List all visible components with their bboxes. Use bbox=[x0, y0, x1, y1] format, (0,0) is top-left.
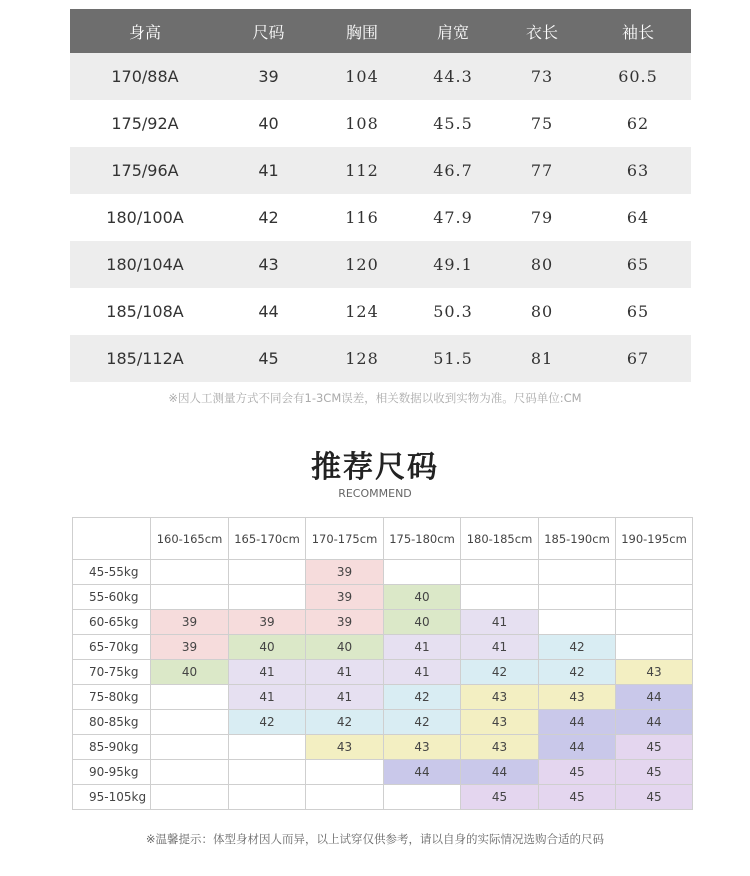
recommend-size-cell: 41 bbox=[306, 660, 384, 685]
recommend-size-cell: 39 bbox=[229, 610, 306, 635]
size-cell-sleeve: 63 bbox=[626, 161, 650, 180]
weight-range-label: 95-105kg bbox=[73, 785, 151, 810]
recommend-size-cell bbox=[229, 560, 306, 585]
size-cell-size: 42 bbox=[258, 208, 279, 227]
recommend-size-cell: 42 bbox=[306, 710, 384, 735]
recommend-size-cell bbox=[229, 785, 306, 810]
weight-range-label: 80-85kg bbox=[73, 710, 151, 735]
size-cell-size: 44 bbox=[258, 302, 279, 321]
recommend-size-cell bbox=[306, 760, 384, 785]
size-row bbox=[70, 194, 691, 241]
size-row bbox=[70, 241, 691, 288]
height-range-header: 170-175cm bbox=[306, 518, 384, 560]
recommend-size-cell: 40 bbox=[151, 660, 229, 685]
recommend-size-cell: 41 bbox=[461, 635, 539, 660]
header-chest: 胸围 bbox=[345, 22, 378, 42]
size-cell-shoulder: 45.5 bbox=[433, 114, 473, 133]
size-cell-height: 180/104A bbox=[106, 255, 184, 274]
recommend-row bbox=[73, 635, 693, 660]
weight-range-label: 45-55kg bbox=[73, 560, 151, 585]
size-cell-chest: 124 bbox=[345, 302, 379, 321]
recommend-size-cell bbox=[151, 685, 229, 710]
size-cell-chest: 112 bbox=[345, 161, 379, 180]
height-range-header: 165-170cm bbox=[229, 518, 306, 560]
recommend-row bbox=[73, 735, 693, 760]
recommend-size-cell: 43 bbox=[616, 660, 693, 685]
recommend-size-cell bbox=[461, 560, 539, 585]
height-range-header: 160-165cm bbox=[151, 518, 229, 560]
recommend-size-cell: 39 bbox=[151, 635, 229, 660]
size-cell-sleeve: 60.5 bbox=[618, 67, 658, 86]
size-cell-length: 80 bbox=[530, 255, 554, 274]
size-cell-shoulder: 46.7 bbox=[433, 161, 473, 180]
corner-cell bbox=[73, 518, 151, 560]
recommend-size-cell bbox=[616, 610, 693, 635]
recommend-size-cell bbox=[229, 585, 306, 610]
size-table bbox=[70, 9, 691, 382]
height-range-header: 185-190cm bbox=[539, 518, 616, 560]
recommend-row bbox=[73, 760, 693, 785]
size-cell-shoulder: 51.5 bbox=[433, 349, 473, 368]
size-cell-sleeve: 62 bbox=[626, 114, 650, 133]
recommend-subtitle: RECOMMEND bbox=[338, 487, 412, 500]
recommend-size-cell bbox=[151, 735, 229, 760]
size-cell-shoulder: 50.3 bbox=[433, 302, 473, 321]
size-cell-size: 41 bbox=[258, 161, 279, 180]
size-cell-length: 79 bbox=[530, 208, 554, 227]
header-length: 衣长 bbox=[525, 22, 558, 42]
size-cell-sleeve: 64 bbox=[626, 208, 650, 227]
recommend-size-cell bbox=[229, 760, 306, 785]
size-cell-chest: 116 bbox=[345, 208, 379, 227]
recommend-size-cell: 43 bbox=[306, 735, 384, 760]
recommend-size-cell bbox=[616, 585, 693, 610]
size-cell-height: 170/88A bbox=[111, 67, 179, 86]
recommend-header-row bbox=[73, 518, 693, 560]
recommend-size-cell: 41 bbox=[229, 685, 306, 710]
recommend-title: 推荐尺码 bbox=[311, 450, 439, 485]
tip-note: ※温馨提示：体型身材因人而异，以上试穿仅供参考，请以自身的实际情况选购合适的尺码 bbox=[145, 832, 605, 846]
recommend-row bbox=[73, 660, 693, 685]
recommend-size-cell: 44 bbox=[461, 760, 539, 785]
recommend-size-cell: 41 bbox=[384, 635, 461, 660]
recommend-size-cell: 42 bbox=[384, 685, 461, 710]
size-cell-size: 43 bbox=[258, 255, 279, 274]
size-cell-size: 45 bbox=[258, 349, 279, 368]
size-cell-height: 175/92A bbox=[111, 114, 179, 133]
recommend-size-cell: 41 bbox=[306, 685, 384, 710]
recommend-size-cell bbox=[151, 760, 229, 785]
height-range-header: 180-185cm bbox=[461, 518, 539, 560]
recommend-size-cell bbox=[151, 785, 229, 810]
recommend-row bbox=[73, 610, 693, 635]
recommend-size-cell: 43 bbox=[384, 735, 461, 760]
recommend-size-cell bbox=[306, 785, 384, 810]
recommend-size-cell bbox=[539, 585, 616, 610]
size-cell-length: 81 bbox=[530, 349, 554, 368]
recommend-size-cell: 45 bbox=[616, 785, 693, 810]
recommend-size-cell: 45 bbox=[539, 760, 616, 785]
recommend-size-cell: 42 bbox=[384, 710, 461, 735]
weight-range-label: 75-80kg bbox=[73, 685, 151, 710]
recommend-size-cell: 44 bbox=[384, 760, 461, 785]
header-shoulder: 肩宽 bbox=[436, 22, 469, 42]
recommend-size-cell: 39 bbox=[306, 560, 384, 585]
recommend-size-cell: 41 bbox=[384, 660, 461, 685]
size-table-header bbox=[70, 9, 691, 53]
recommend-size-cell: 45 bbox=[539, 785, 616, 810]
header-sleeve: 袖长 bbox=[621, 22, 654, 42]
size-cell-shoulder: 44.3 bbox=[433, 67, 473, 86]
recommend-row bbox=[73, 785, 693, 810]
measurement-note: ※因人工测量方式不同会有1-3CM误差，相关数据以收到实物为准。尺码单位:CM bbox=[168, 391, 582, 405]
recommend-size-cell: 40 bbox=[384, 585, 461, 610]
recommend-size-cell bbox=[384, 785, 461, 810]
size-cell-height: 185/112A bbox=[106, 349, 184, 368]
size-cell-chest: 104 bbox=[345, 67, 379, 86]
weight-range-label: 90-95kg bbox=[73, 760, 151, 785]
size-cell-length: 77 bbox=[530, 161, 554, 180]
recommend-size-cell bbox=[616, 635, 693, 660]
recommend-size-cell bbox=[151, 560, 229, 585]
size-cell-sleeve: 67 bbox=[626, 349, 650, 368]
recommend-size-cell: 40 bbox=[384, 610, 461, 635]
size-cell-height: 185/108A bbox=[106, 302, 184, 321]
recommend-size-cell: 39 bbox=[306, 585, 384, 610]
size-cell-height: 180/100A bbox=[106, 208, 184, 227]
size-cell-shoulder: 47.9 bbox=[433, 208, 473, 227]
recommend-size-cell: 40 bbox=[306, 635, 384, 660]
size-cell-length: 75 bbox=[530, 114, 554, 133]
recommend-size-cell: 44 bbox=[539, 710, 616, 735]
recommend-size-cell bbox=[151, 585, 229, 610]
recommend-size-cell bbox=[539, 610, 616, 635]
size-cell-size: 39 bbox=[258, 67, 279, 86]
recommend-size-cell: 42 bbox=[539, 635, 616, 660]
recommend-size-cell: 42 bbox=[539, 660, 616, 685]
recommend-size-cell: 41 bbox=[229, 660, 306, 685]
recommend-size-cell: 43 bbox=[539, 685, 616, 710]
recommend-table bbox=[72, 517, 693, 810]
weight-range-label: 65-70kg bbox=[73, 635, 151, 660]
recommend-size-cell: 42 bbox=[229, 710, 306, 735]
size-row bbox=[70, 335, 691, 382]
size-cell-length: 80 bbox=[530, 302, 554, 321]
recommend-size-cell: 43 bbox=[461, 710, 539, 735]
recommend-size-cell: 44 bbox=[616, 685, 693, 710]
recommend-size-cell: 45 bbox=[461, 785, 539, 810]
recommend-size-cell bbox=[461, 585, 539, 610]
recommend-size-cell bbox=[229, 735, 306, 760]
weight-range-label: 70-75kg bbox=[73, 660, 151, 685]
recommend-row bbox=[73, 710, 693, 735]
recommend-size-cell: 42 bbox=[461, 660, 539, 685]
header-height: 身高 bbox=[128, 22, 161, 42]
weight-range-label: 85-90kg bbox=[73, 735, 151, 760]
recommend-size-cell: 41 bbox=[461, 610, 539, 635]
recommend-size-cell: 45 bbox=[616, 760, 693, 785]
size-cell-height: 175/96A bbox=[111, 161, 179, 180]
recommend-size-cell bbox=[151, 710, 229, 735]
height-range-header: 175-180cm bbox=[384, 518, 461, 560]
recommend-size-cell bbox=[616, 560, 693, 585]
size-row bbox=[70, 53, 691, 100]
recommend-size-cell: 43 bbox=[461, 735, 539, 760]
recommend-size-cell: 45 bbox=[616, 735, 693, 760]
size-cell-sleeve: 65 bbox=[626, 302, 650, 321]
recommend-size-cell: 43 bbox=[461, 685, 539, 710]
recommend-size-cell bbox=[539, 560, 616, 585]
recommend-row bbox=[73, 585, 693, 610]
recommend-row bbox=[73, 685, 693, 710]
recommend-size-cell bbox=[384, 560, 461, 585]
size-row bbox=[70, 147, 691, 194]
size-cell-length: 73 bbox=[530, 67, 554, 86]
size-table-body bbox=[70, 53, 691, 382]
recommend-row bbox=[73, 560, 693, 585]
weight-range-label: 55-60kg bbox=[73, 585, 151, 610]
height-range-header: 190-195cm bbox=[616, 518, 693, 560]
size-cell-chest: 108 bbox=[345, 114, 379, 133]
recommend-size-cell: 40 bbox=[229, 635, 306, 660]
size-cell-chest: 128 bbox=[345, 349, 379, 368]
size-row bbox=[70, 100, 691, 147]
size-row bbox=[70, 288, 691, 335]
size-cell-shoulder: 49.1 bbox=[433, 255, 473, 274]
size-cell-sleeve: 65 bbox=[626, 255, 650, 274]
recommend-size-cell: 39 bbox=[306, 610, 384, 635]
size-cell-size: 40 bbox=[258, 114, 279, 133]
recommend-size-cell: 44 bbox=[616, 710, 693, 735]
recommend-size-cell: 39 bbox=[151, 610, 229, 635]
size-cell-chest: 120 bbox=[345, 255, 379, 274]
header-size: 尺码 bbox=[252, 22, 285, 42]
recommend-size-cell: 44 bbox=[539, 735, 616, 760]
weight-range-label: 60-65kg bbox=[73, 610, 151, 635]
